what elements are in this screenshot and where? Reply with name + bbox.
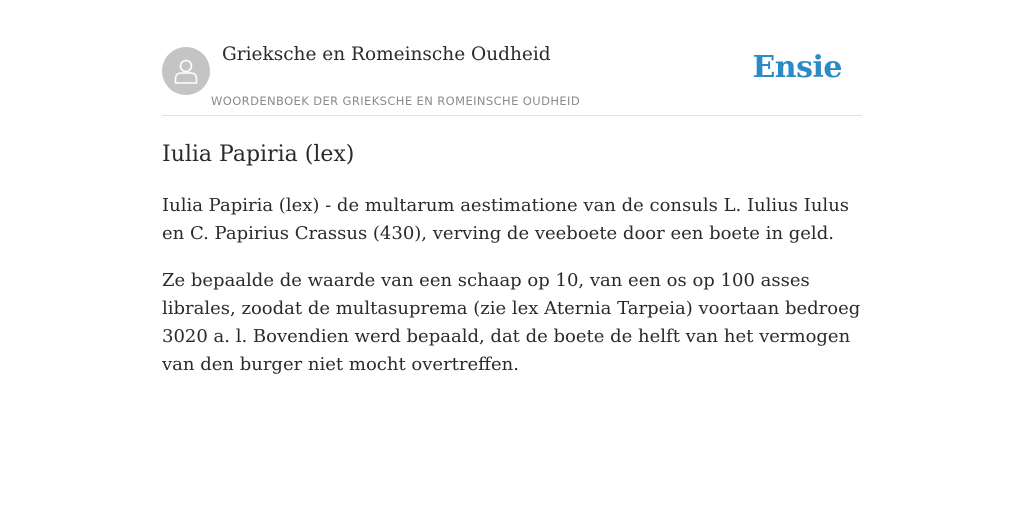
entry-title: Iulia Papiria (lex) [162,142,355,167]
ensie-logo[interactable]: Ensie [752,50,842,85]
user-icon [174,58,198,84]
avatar[interactable] [162,47,210,95]
entry-paragraph: Ze bepaalde de waarde van een schaap op 10, van een os op 100 asses librales, zoodat de multasuprema (zie lex Aternia Tarpeia) voortaan bedroeg 3020 a. l. Bovendien werd bepaald, dat de boete de helft van het vermogen van den burger niet mocht overtreffen. [162,270,861,375]
entry-paragraph: Iulia Papiria (lex) - de multarum aestimatione van de consuls L. Iulius Iulus en C. Papirius Crassus (430), verving de veeboete door een boete in geld. [162,195,850,244]
source-header [162,0,862,116]
entry-body [162,192,862,379]
source-title-link[interactable]: Grieksche en Romeinsche Oudheid [222,44,551,65]
source-subtitle: WOORDENBOEK DER GRIEKSCHE EN ROMEINSCHE OUDHEID [211,94,581,108]
page [162,0,862,379]
